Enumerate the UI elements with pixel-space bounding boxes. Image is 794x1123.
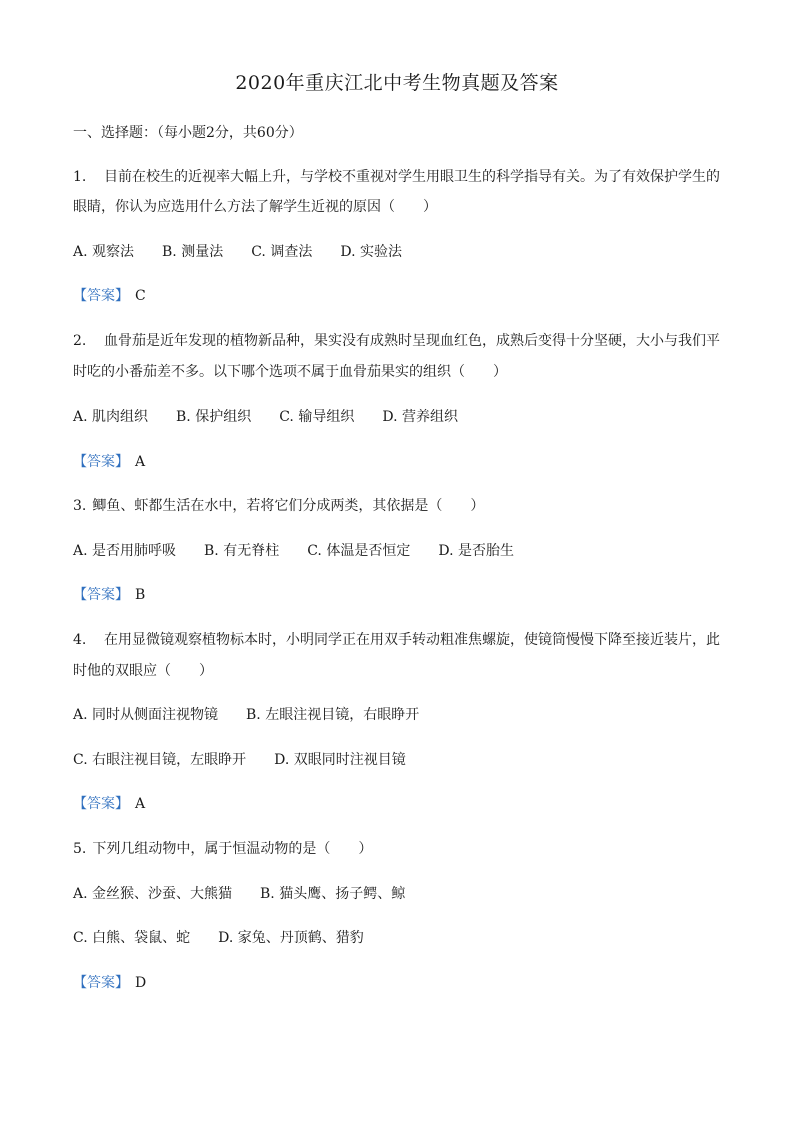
option-b: B. 有无脊柱 bbox=[204, 543, 280, 559]
page-title: 2020年重庆江北中考生物真题及答案 bbox=[235, 72, 559, 94]
question-text: 血骨茄是近年发现的植物新品种，果实没有成熟时呈现血红色，成熟后变得十分坚硬，大小与我们平 bbox=[104, 333, 720, 349]
option-d: D. 双眼同时注视目镜 bbox=[274, 752, 406, 768]
question-number: 2. bbox=[73, 333, 87, 349]
option-c: C. 右眼注视目镜，左眼睁开 bbox=[73, 752, 247, 768]
question-text: 下列几组动物中，属于恒温动物的是（ ） bbox=[92, 841, 373, 857]
option-c: C. 调查法 bbox=[251, 244, 313, 260]
answer-label: 【答案】 bbox=[73, 975, 129, 991]
option-a: A. 同时从侧面注视物镜 bbox=[73, 707, 219, 723]
question-1-line-1 bbox=[73, 167, 733, 187]
question-text: 目前在校生的近视率大幅上升，与学校不重视对学生用眼卫生的科学指导有关。为了有效保护学生的 bbox=[104, 169, 720, 185]
question-number: 1. bbox=[73, 169, 87, 185]
question-number: 4. bbox=[73, 632, 87, 648]
question-4-options-row-1 bbox=[73, 705, 733, 725]
answer-value: B bbox=[135, 587, 146, 603]
question-1-line-2: 眼睛，你认为应选用什么方法了解学生近视的原因（ ） bbox=[73, 199, 437, 215]
question-2-options bbox=[73, 407, 733, 427]
question-text: 在用显微镜观察植物标本时，小明同学正在用双手转动粗准焦螺旋，使镜筒慢慢下降至接近装片，此 bbox=[104, 632, 720, 648]
question-4-line-2: 时他的双眼应（ ） bbox=[73, 663, 213, 679]
question-1-answer bbox=[73, 286, 733, 306]
option-b: B. 左眼注视目镜，右眼睁开 bbox=[246, 707, 420, 723]
answer-value: A bbox=[135, 454, 146, 470]
question-5-answer bbox=[73, 973, 733, 993]
option-b: B. 保护组织 bbox=[176, 409, 252, 425]
option-c: C. 输导组织 bbox=[279, 409, 355, 425]
question-3-line-1 bbox=[73, 496, 733, 516]
question-2-line-2: 时吃的小番茄差不多。以下哪个选项不属于血骨茄果实的组织（ ） bbox=[73, 364, 507, 380]
option-c: C. 白熊、袋鼠、蛇 bbox=[73, 930, 191, 946]
answer-value: A bbox=[135, 796, 146, 812]
question-3-options bbox=[73, 541, 733, 561]
question-5-line-1 bbox=[73, 839, 733, 859]
question-number: 5. bbox=[73, 841, 87, 857]
option-d: D. 营养组织 bbox=[382, 409, 458, 425]
answer-value: D bbox=[135, 975, 147, 991]
answer-label: 【答案】 bbox=[73, 454, 129, 470]
option-d: D. 家兔、丹顶鹤、猎豹 bbox=[218, 930, 364, 946]
question-4-options-row-2 bbox=[73, 750, 733, 770]
question-2-answer bbox=[73, 452, 733, 472]
question-text: 鲫鱼、虾都生活在水中，若将它们分成两类，其依据是（ ） bbox=[92, 498, 485, 514]
option-b: B. 测量法 bbox=[162, 244, 224, 260]
option-d: D. 是否胎生 bbox=[438, 543, 514, 559]
option-a: A. 金丝猴、沙蚕、大熊猫 bbox=[73, 886, 233, 902]
option-a: A. 观察法 bbox=[73, 244, 135, 260]
answer-label: 【答案】 bbox=[73, 796, 129, 812]
question-5-options-row-2 bbox=[73, 928, 733, 948]
section-header: 一、选择题：（每小题2分，共60分） bbox=[73, 125, 303, 141]
option-b: B. 猫头鹰、扬子鳄、鲸 bbox=[260, 886, 406, 902]
question-1-options bbox=[73, 242, 733, 262]
answer-label: 【答案】 bbox=[73, 587, 129, 603]
answer-value: C bbox=[135, 288, 146, 304]
answer-label: 【答案】 bbox=[73, 288, 129, 304]
question-4-answer bbox=[73, 794, 733, 814]
option-a: A. 肌肉组织 bbox=[73, 409, 149, 425]
option-c: C. 体温是否恒定 bbox=[307, 543, 411, 559]
option-d: D. 实验法 bbox=[340, 244, 402, 260]
option-a: A. 是否用肺呼吸 bbox=[73, 543, 177, 559]
question-3-answer bbox=[73, 585, 733, 605]
question-number: 3. bbox=[73, 498, 87, 514]
question-5-options-row-1 bbox=[73, 884, 733, 904]
question-4-line-1 bbox=[73, 630, 733, 650]
question-2-line-1 bbox=[73, 331, 733, 351]
